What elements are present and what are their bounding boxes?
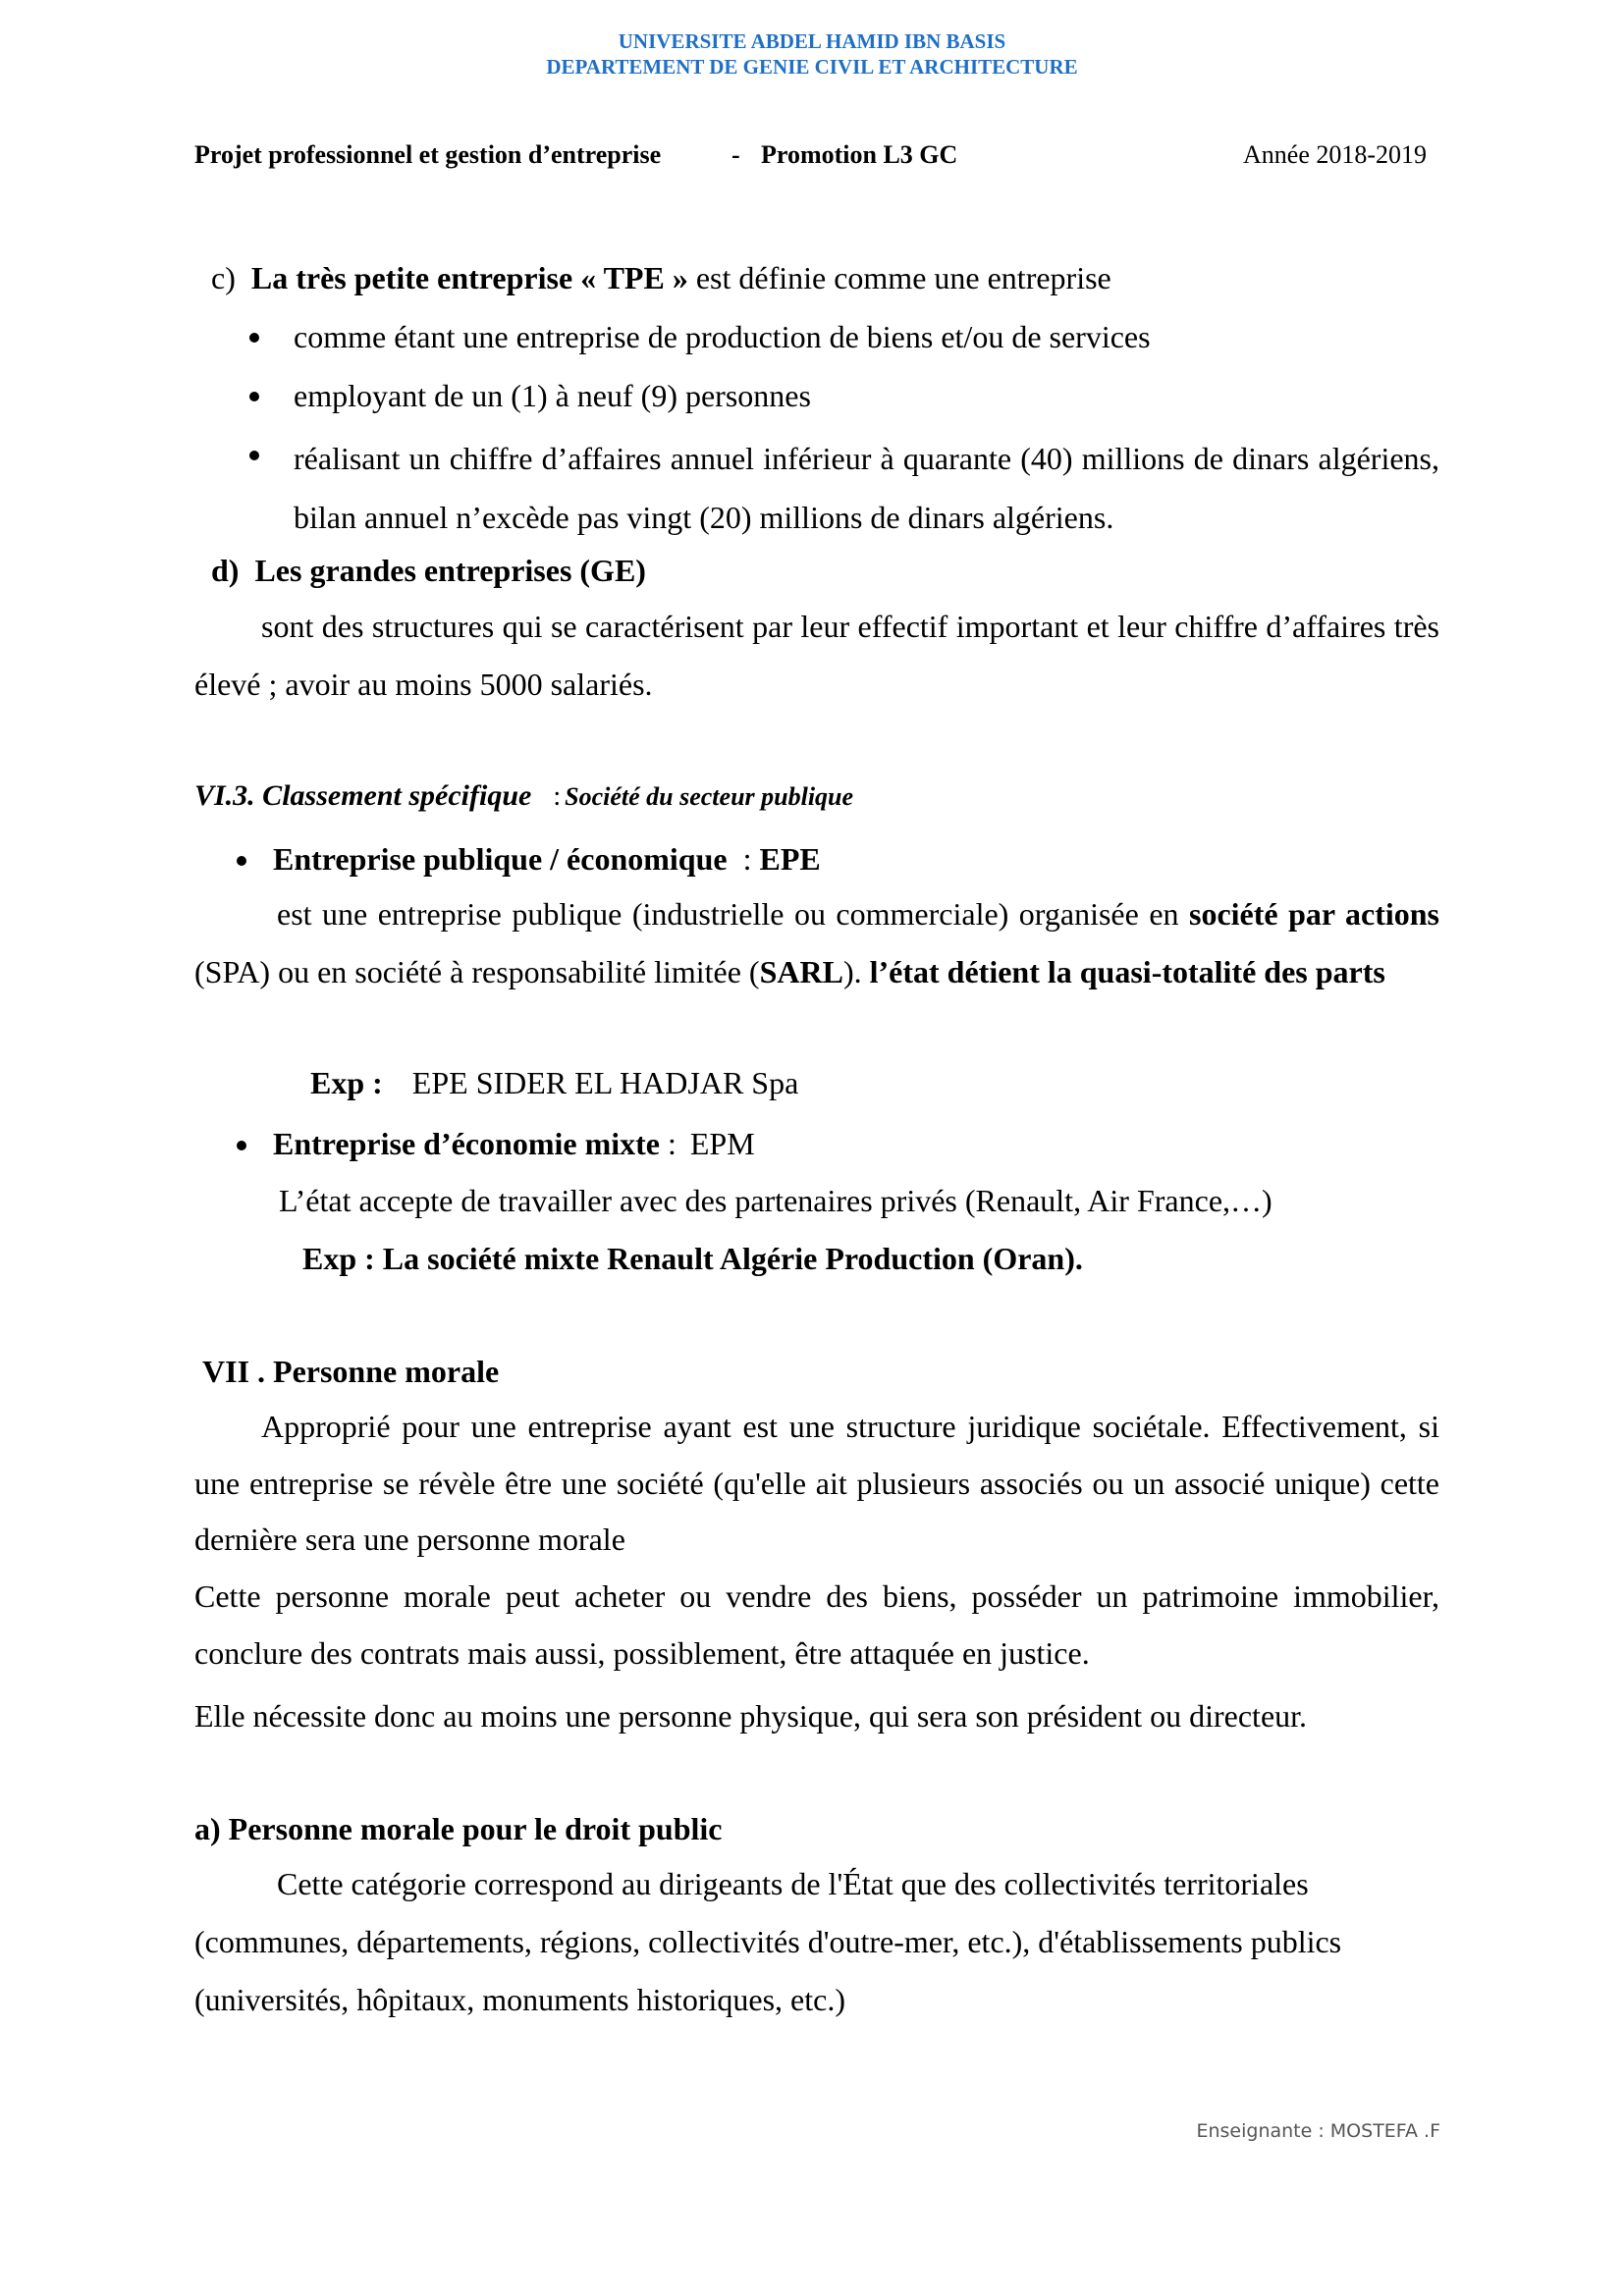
epe-bold-sarl: SARL — [759, 953, 843, 989]
epe-text-3: ). — [842, 953, 870, 989]
teacher-footer: Enseignante : MOSTEFA .F — [1196, 2120, 1440, 2142]
epm-description: L’état accepte de travailler avec des partenaires privés (Renault, Air France,…) — [279, 1183, 1272, 1218]
bullet-icon — [237, 856, 246, 866]
tpe-bullet-1: comme étant une entreprise de production de biens et/ou de services — [294, 319, 1151, 354]
epm-colon: : — [667, 1126, 677, 1161]
tpe-intro: est définie comme une entreprise — [687, 260, 1111, 295]
vii-heading: VII . Personne morale — [202, 1354, 500, 1389]
epm-example: Exp : La société mixte Renault Algérie Production (Oran). — [302, 1241, 1083, 1276]
academic-year: Année 2018-2019 — [1243, 140, 1428, 169]
bullet-icon — [249, 333, 259, 343]
course-title: Projet professionnel et gestion d’entreprise — [194, 140, 662, 169]
tpe-bullet-3: réalisant un chiffre d’affaires annuel inférieur à quarante (40) millions de dinars algériens, bilan annuel n’excède pas vingt (20) millions de dinars algériens. — [294, 441, 1439, 535]
droit-public-heading: a) Personne morale pour le droit public — [194, 1811, 723, 1846]
epe-bold-state: l’état détient la quasi-totalité des parts — [869, 953, 1385, 989]
vi3-title: VI.3. Classement spécifique — [194, 779, 532, 812]
university-name: UNIVERSITE ABDEL HAMID IBN BASIS — [618, 29, 1006, 53]
epe-description — [194, 885, 1439, 1000]
promotion-label: Promotion L3 GC — [761, 140, 958, 169]
ge-title: Les grandes entreprises (GE) — [254, 553, 646, 588]
ge-marker: d) — [211, 553, 240, 588]
epe-text-1: est une entreprise publique (industrielle ou commerciale) organisée en — [277, 896, 1189, 932]
epe-example-label: Exp : — [310, 1065, 383, 1100]
epe-bold-spa: société par actions — [1189, 896, 1439, 932]
epm-label: Entreprise d’économie mixte — [273, 1126, 660, 1161]
tpe-section-heading — [211, 258, 1111, 297]
epe-example — [310, 1063, 798, 1102]
epe-colon: : — [742, 841, 752, 877]
epm-code: EPM — [689, 1126, 755, 1161]
vi3-heading — [194, 779, 853, 813]
department-name: DEPARTEMENT DE GENIE CIVIL ET ARCHITECTURE — [546, 55, 1078, 79]
header-separator: - — [731, 140, 740, 169]
vi3-subtitle: Société du secteur publique — [565, 782, 854, 811]
bullet-icon — [249, 392, 259, 401]
epe-example-text: EPE SIDER EL HADJAR Spa — [411, 1065, 799, 1100]
tpe-title: La très petite entreprise « TPE » — [250, 260, 688, 295]
tpe-marker: c) — [211, 260, 236, 295]
bullet-icon — [249, 451, 259, 460]
bullet-icon — [237, 1141, 246, 1150]
ge-description: sont des structures qui se caractérisent par leur effectif important et leur chiffre d’affaires très élevé ; avoir au moins 5000 salariés. — [194, 609, 1439, 702]
ge-section-heading — [211, 551, 646, 590]
epe-text-2: (SPA) ou en société à responsabilité limitée ( — [194, 953, 760, 989]
vi3-colon: : — [553, 781, 562, 812]
droit-public-description: Cette catégorie correspond au dirigeants de l'État que des collectivités territoriales (communes, départements, régions, collectivités d'outre-mer, etc.), d'établissements publics (universités, hôpitaux, monuments historiques, etc.) — [194, 1866, 1342, 2017]
vii-paragraph-2: Cette personne morale peut acheter ou vendre des biens, posséder un patrimoine immobilier, conclure des contrats mais aussi, possiblement, être attaquée en justice. — [194, 1578, 1439, 1671]
vii-paragraph-1: Approprié pour une entreprise ayant est une structure juridique sociétale. Effectivement, si une entreprise se révèle être une société (qu'elle ait plusieurs associés ou un associé unique) cette dernière sera une personne morale — [194, 1409, 1439, 1557]
epe-code: EPE — [759, 841, 821, 877]
tpe-bullet-2: employant de un (1) à neuf (9) personnes — [294, 378, 811, 413]
epm-heading — [273, 1124, 755, 1163]
vii-paragraph-3: Elle nécessite donc au moins une personne physique, qui sera son président ou directeur. — [194, 1698, 1308, 1734]
epe-heading — [273, 839, 821, 879]
epe-label: Entreprise publique / économique — [273, 841, 728, 877]
